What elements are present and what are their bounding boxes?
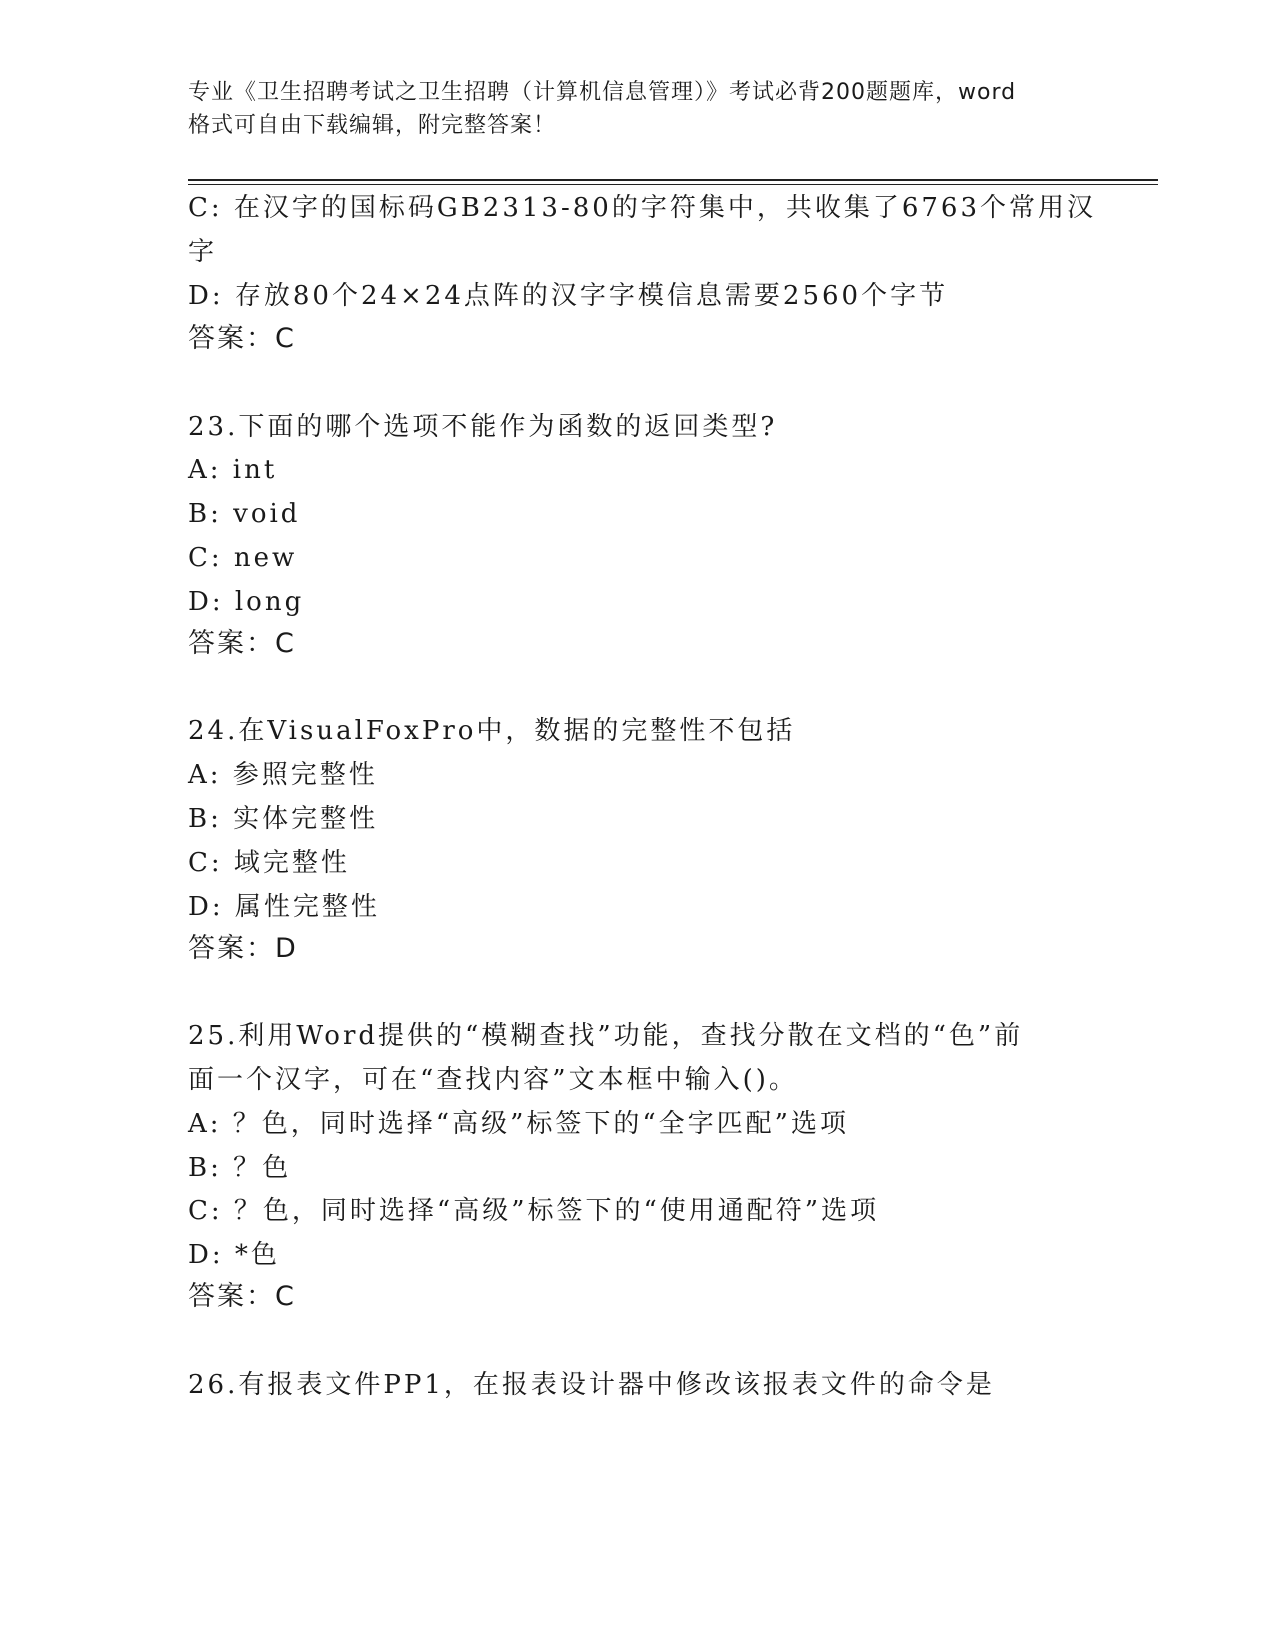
q25-option-a: A: ？色，同时选择“高级”标签下的“全字匹配”选项 (188, 1109, 849, 1139)
q23-option-b: B: void (188, 499, 301, 529)
q24-option-c: C: 域完整性 (188, 848, 350, 878)
header-divider-thick (188, 179, 1158, 181)
q24-question: 24.在VisualFoxPro中，数据的完整性不包括 (188, 716, 796, 746)
q24-option-b: B: 实体完整性 (188, 804, 379, 834)
q23-option-c: C: new (188, 543, 298, 573)
q22-option-c-line-1: C: 在汉字的国标码GB2313-80的字符集中，共收集了6763个常用汉 (188, 193, 1096, 223)
q22-option-d: D: 存放80个24×24点阵的汉字字模信息需要2560个字节 (188, 281, 949, 311)
header-divider-thin (188, 184, 1158, 185)
q25-question-line-2: 面一个汉字，可在“查找内容”文本框中输入()。 (188, 1065, 798, 1095)
q23-option-a: A: int (188, 455, 278, 485)
q24-option-d: D: 属性完整性 (188, 892, 380, 922)
q24-option-a: A: 参照完整性 (188, 760, 378, 790)
q26-question: 26.有报表文件PP1，在报表设计器中修改该报表文件的命令是 (188, 1370, 995, 1400)
q25-option-b: B: ？色 (188, 1153, 292, 1183)
header-line-2: 格式可自由下载编辑，附完整答案！ (188, 113, 557, 138)
q25-answer: 答案：C (188, 1281, 296, 1312)
q24-answer: 答案：D (188, 933, 298, 964)
q25-question-line-1: 25.利用Word提供的“模糊查找”功能，查找分散在文档的“色”前 (188, 1021, 1024, 1051)
q22-answer: 答案：C (188, 323, 296, 354)
q23-answer: 答案：C (188, 628, 296, 659)
header-line-1: 专业《卫生招聘考试之卫生招聘（计算机信息管理）》考试必背200题题库，word (188, 80, 1017, 105)
q25-option-c: C: ？色，同时选择“高级”标签下的“使用通配符”选项 (188, 1196, 880, 1226)
document-header (188, 76, 1088, 142)
q25-option-d: D: *色 (188, 1240, 280, 1270)
q22-option-c-line-2: 字 (188, 237, 218, 267)
q23-question: 23.下面的哪个选项不能作为函数的返回类型? (188, 412, 778, 442)
q23-option-d: D: long (188, 587, 305, 617)
